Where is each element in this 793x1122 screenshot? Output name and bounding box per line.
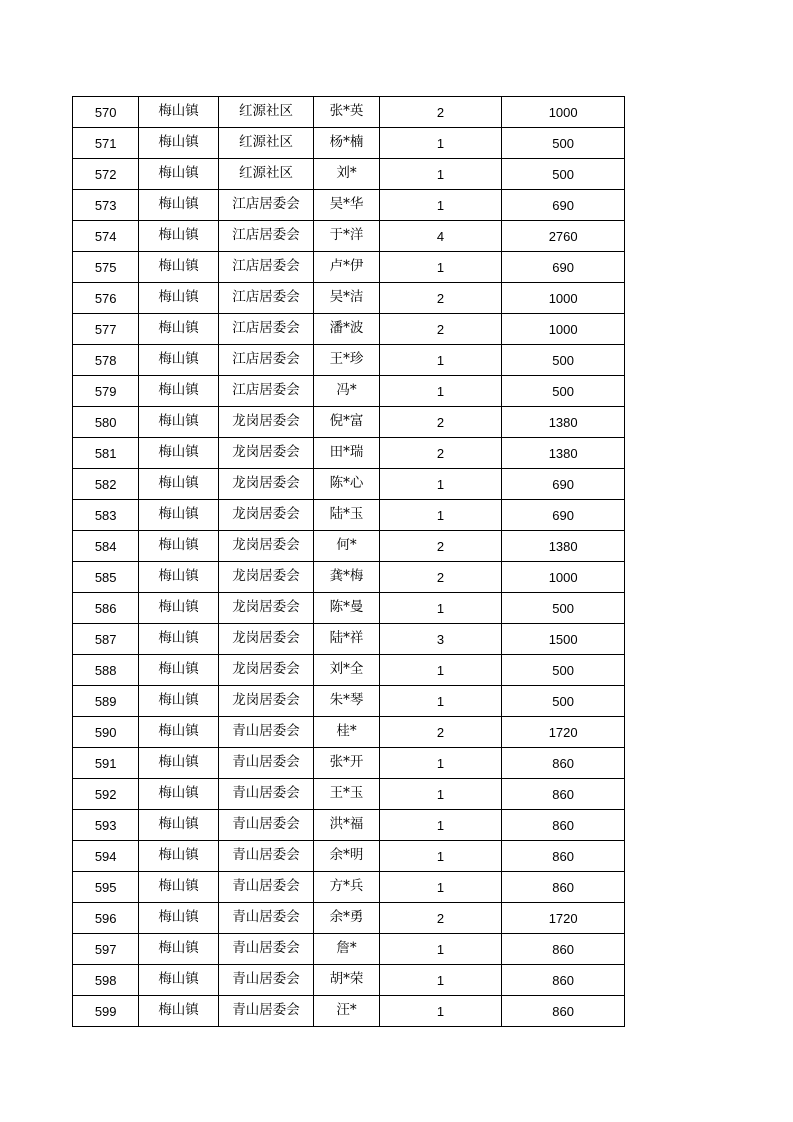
cell-community: 青山居委会 [218, 841, 314, 872]
cell-name: 方*兵 [314, 872, 379, 903]
cell-number: 590 [73, 717, 139, 748]
cell-amount: 690 [502, 252, 625, 283]
table-row [73, 500, 625, 531]
cell-name: 何* [314, 531, 379, 562]
cell-number: 585 [73, 562, 139, 593]
table-row [73, 128, 625, 159]
cell-count: 1 [379, 159, 502, 190]
cell-community: 江店居委会 [218, 283, 314, 314]
cell-count: 1 [379, 190, 502, 221]
cell-count: 1 [379, 128, 502, 159]
cell-community: 青山居委会 [218, 934, 314, 965]
cell-amount: 1380 [502, 438, 625, 469]
cell-town: 梅山镇 [139, 748, 218, 779]
cell-amount: 860 [502, 965, 625, 996]
cell-name: 杨*楠 [314, 128, 379, 159]
cell-town: 梅山镇 [139, 314, 218, 345]
cell-number: 591 [73, 748, 139, 779]
cell-count: 1 [379, 748, 502, 779]
cell-number: 586 [73, 593, 139, 624]
cell-number: 581 [73, 438, 139, 469]
cell-number: 576 [73, 283, 139, 314]
cell-town: 梅山镇 [139, 283, 218, 314]
table-row [73, 841, 625, 872]
table-row [73, 655, 625, 686]
cell-town: 梅山镇 [139, 810, 218, 841]
cell-town: 梅山镇 [139, 717, 218, 748]
cell-count: 1 [379, 500, 502, 531]
cell-number: 589 [73, 686, 139, 717]
table-row [73, 748, 625, 779]
cell-town: 梅山镇 [139, 996, 218, 1027]
cell-town: 梅山镇 [139, 407, 218, 438]
cell-amount: 1000 [502, 283, 625, 314]
cell-count: 2 [379, 717, 502, 748]
cell-number: 582 [73, 469, 139, 500]
cell-town: 梅山镇 [139, 903, 218, 934]
cell-name: 陈*曼 [314, 593, 379, 624]
cell-name: 汪* [314, 996, 379, 1027]
cell-amount: 860 [502, 872, 625, 903]
cell-town: 梅山镇 [139, 531, 218, 562]
cell-town: 梅山镇 [139, 965, 218, 996]
cell-amount: 860 [502, 779, 625, 810]
table-row [73, 159, 625, 190]
cell-town: 梅山镇 [139, 469, 218, 500]
cell-town: 梅山镇 [139, 562, 218, 593]
cell-name: 陆*祥 [314, 624, 379, 655]
table-row [73, 872, 625, 903]
cell-amount: 1000 [502, 562, 625, 593]
cell-number: 583 [73, 500, 139, 531]
cell-count: 2 [379, 407, 502, 438]
cell-number: 570 [73, 97, 139, 128]
table-row [73, 283, 625, 314]
cell-community: 青山居委会 [218, 872, 314, 903]
cell-number: 592 [73, 779, 139, 810]
table-row [73, 810, 625, 841]
cell-number: 577 [73, 314, 139, 345]
cell-name: 詹* [314, 934, 379, 965]
cell-community: 江店居委会 [218, 221, 314, 252]
table-row [73, 624, 625, 655]
cell-count: 2 [379, 562, 502, 593]
cell-amount: 1000 [502, 97, 625, 128]
cell-count: 1 [379, 593, 502, 624]
cell-number: 598 [73, 965, 139, 996]
cell-community: 青山居委会 [218, 903, 314, 934]
cell-count: 1 [379, 810, 502, 841]
cell-community: 龙岗居委会 [218, 655, 314, 686]
cell-name: 冯* [314, 376, 379, 407]
cell-town: 梅山镇 [139, 500, 218, 531]
cell-count: 1 [379, 996, 502, 1027]
table-row [73, 469, 625, 500]
cell-number: 573 [73, 190, 139, 221]
roster-body [73, 97, 625, 1027]
cell-community: 龙岗居委会 [218, 469, 314, 500]
cell-count: 2 [379, 531, 502, 562]
table-row [73, 686, 625, 717]
cell-number: 574 [73, 221, 139, 252]
cell-count: 2 [379, 903, 502, 934]
cell-town: 梅山镇 [139, 221, 218, 252]
cell-community: 青山居委会 [218, 996, 314, 1027]
cell-amount: 500 [502, 128, 625, 159]
cell-name: 王*玉 [314, 779, 379, 810]
cell-amount: 1000 [502, 314, 625, 345]
cell-count: 2 [379, 283, 502, 314]
cell-name: 胡*荣 [314, 965, 379, 996]
cell-amount: 1380 [502, 531, 625, 562]
cell-number: 596 [73, 903, 139, 934]
cell-community: 青山居委会 [218, 965, 314, 996]
cell-community: 江店居委会 [218, 376, 314, 407]
cell-name: 洪*福 [314, 810, 379, 841]
cell-town: 梅山镇 [139, 252, 218, 283]
cell-name: 吴*华 [314, 190, 379, 221]
cell-community: 江店居委会 [218, 252, 314, 283]
table-row [73, 562, 625, 593]
cell-count: 2 [379, 314, 502, 345]
cell-name: 刘*全 [314, 655, 379, 686]
table-row [73, 97, 625, 128]
cell-name: 田*瑞 [314, 438, 379, 469]
cell-community: 龙岗居委会 [218, 500, 314, 531]
table-row [73, 407, 625, 438]
cell-town: 梅山镇 [139, 438, 218, 469]
table-row [73, 934, 625, 965]
table-row [73, 221, 625, 252]
table-row [73, 996, 625, 1027]
cell-number: 594 [73, 841, 139, 872]
table-row [73, 345, 625, 376]
cell-town: 梅山镇 [139, 686, 218, 717]
cell-amount: 860 [502, 996, 625, 1027]
cell-town: 梅山镇 [139, 376, 218, 407]
cell-amount: 500 [502, 593, 625, 624]
cell-amount: 690 [502, 500, 625, 531]
cell-town: 梅山镇 [139, 779, 218, 810]
table-row [73, 903, 625, 934]
table-row [73, 593, 625, 624]
cell-count: 1 [379, 686, 502, 717]
cell-town: 梅山镇 [139, 159, 218, 190]
cell-name: 王*珍 [314, 345, 379, 376]
cell-town: 梅山镇 [139, 128, 218, 159]
cell-community: 龙岗居委会 [218, 593, 314, 624]
cell-town: 梅山镇 [139, 934, 218, 965]
cell-community: 龙岗居委会 [218, 624, 314, 655]
cell-number: 578 [73, 345, 139, 376]
cell-count: 1 [379, 345, 502, 376]
cell-town: 梅山镇 [139, 345, 218, 376]
cell-name: 张*英 [314, 97, 379, 128]
cell-amount: 690 [502, 469, 625, 500]
cell-number: 588 [73, 655, 139, 686]
cell-community: 红源社区 [218, 159, 314, 190]
cell-amount: 1720 [502, 903, 625, 934]
cell-name: 余*勇 [314, 903, 379, 934]
cell-count: 4 [379, 221, 502, 252]
cell-name: 倪*富 [314, 407, 379, 438]
cell-community: 龙岗居委会 [218, 686, 314, 717]
cell-community: 龙岗居委会 [218, 438, 314, 469]
cell-name: 朱*琴 [314, 686, 379, 717]
table-row [73, 531, 625, 562]
cell-name: 桂* [314, 717, 379, 748]
cell-number: 587 [73, 624, 139, 655]
cell-community: 江店居委会 [218, 190, 314, 221]
table-row [73, 252, 625, 283]
table-row [73, 717, 625, 748]
cell-count: 1 [379, 841, 502, 872]
cell-number: 571 [73, 128, 139, 159]
cell-community: 龙岗居委会 [218, 562, 314, 593]
cell-amount: 1500 [502, 624, 625, 655]
cell-name: 陈*心 [314, 469, 379, 500]
cell-amount: 860 [502, 841, 625, 872]
cell-community: 江店居委会 [218, 314, 314, 345]
cell-town: 梅山镇 [139, 841, 218, 872]
cell-number: 597 [73, 934, 139, 965]
cell-name: 卢*伊 [314, 252, 379, 283]
cell-town: 梅山镇 [139, 624, 218, 655]
cell-amount: 500 [502, 376, 625, 407]
cell-count: 1 [379, 252, 502, 283]
cell-community: 青山居委会 [218, 748, 314, 779]
cell-name: 刘* [314, 159, 379, 190]
cell-number: 579 [73, 376, 139, 407]
cell-count: 2 [379, 438, 502, 469]
cell-number: 572 [73, 159, 139, 190]
table-row [73, 190, 625, 221]
cell-amount: 860 [502, 748, 625, 779]
cell-community: 青山居委会 [218, 810, 314, 841]
cell-number: 580 [73, 407, 139, 438]
cell-count: 1 [379, 965, 502, 996]
cell-number: 584 [73, 531, 139, 562]
cell-community: 龙岗居委会 [218, 407, 314, 438]
cell-count: 3 [379, 624, 502, 655]
cell-amount: 500 [502, 159, 625, 190]
cell-number: 575 [73, 252, 139, 283]
cell-amount: 860 [502, 810, 625, 841]
cell-amount: 500 [502, 686, 625, 717]
table-row [73, 438, 625, 469]
cell-amount: 1720 [502, 717, 625, 748]
cell-town: 梅山镇 [139, 655, 218, 686]
cell-amount: 690 [502, 190, 625, 221]
cell-community: 红源社区 [218, 97, 314, 128]
cell-count: 1 [379, 779, 502, 810]
table-row [73, 376, 625, 407]
cell-number: 593 [73, 810, 139, 841]
table-row [73, 779, 625, 810]
cell-name: 张*开 [314, 748, 379, 779]
cell-community: 龙岗居委会 [218, 531, 314, 562]
cell-number: 599 [73, 996, 139, 1027]
cell-amount: 860 [502, 934, 625, 965]
cell-count: 1 [379, 655, 502, 686]
cell-count: 1 [379, 376, 502, 407]
cell-name: 余*明 [314, 841, 379, 872]
cell-community: 红源社区 [218, 128, 314, 159]
cell-name: 吴*洁 [314, 283, 379, 314]
cell-community: 江店居委会 [218, 345, 314, 376]
cell-count: 1 [379, 469, 502, 500]
cell-count: 2 [379, 97, 502, 128]
cell-community: 青山居委会 [218, 717, 314, 748]
cell-name: 于*洋 [314, 221, 379, 252]
cell-count: 1 [379, 934, 502, 965]
cell-town: 梅山镇 [139, 872, 218, 903]
cell-amount: 1380 [502, 407, 625, 438]
cell-number: 595 [73, 872, 139, 903]
table-row [73, 965, 625, 996]
cell-town: 梅山镇 [139, 97, 218, 128]
cell-town: 梅山镇 [139, 593, 218, 624]
cell-amount: 500 [502, 655, 625, 686]
cell-name: 龚*梅 [314, 562, 379, 593]
roster-table [72, 96, 625, 1027]
cell-count: 1 [379, 872, 502, 903]
cell-community: 青山居委会 [218, 779, 314, 810]
cell-name: 陆*玉 [314, 500, 379, 531]
table-row [73, 314, 625, 345]
cell-town: 梅山镇 [139, 190, 218, 221]
cell-name: 潘*波 [314, 314, 379, 345]
cell-amount: 500 [502, 345, 625, 376]
cell-amount: 2760 [502, 221, 625, 252]
